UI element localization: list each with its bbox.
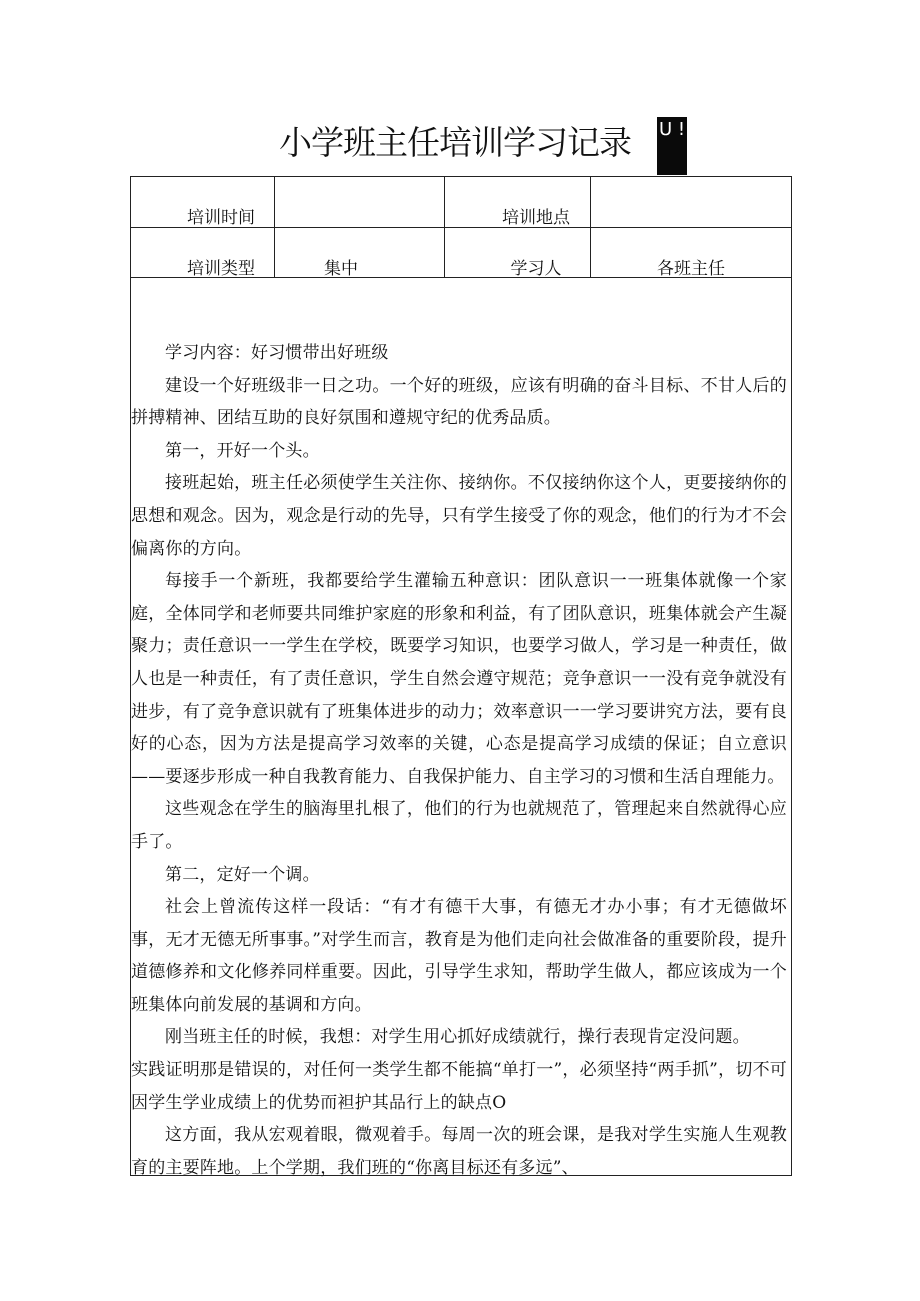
stamp-mark: U ! — [657, 117, 687, 175]
paragraph: 第二，定好一个调。 — [165, 864, 320, 885]
paragraph: 接班起始，班主任必须使学生关注你、接纳你。不仅接纳你这个人，更要接纳你的思想和观念。因为，观念是行动的先导，只有学生接受了你的观念，他们的行为才不会偏离你的方向。 — [131, 473, 787, 559]
label-training-place: 培训地点 — [502, 208, 570, 228]
col-divider-1 — [274, 177, 275, 277]
value-learner: 各班主任 — [657, 259, 725, 279]
content-body — [131, 337, 787, 1184]
title-text: 小学班主任培训学习记录 — [279, 123, 631, 162]
record-table — [130, 176, 792, 1176]
document-title — [0, 118, 920, 168]
label-learner: 学习人 — [510, 259, 562, 279]
label-training-time: 培训时间 — [187, 208, 255, 228]
label-training-type: 培训类型 — [187, 259, 255, 279]
paragraph: 社会上曾流传这样一段话：“有才有德干大事，有德无才办小事；有才无德做坏事，无才无德无所事事。”对学生而言，教育是为他们走向社会做准备的重要阶段，提升道德修养和文化修养同样重要。因此，引导学生求知，帮助学生做人，都应该成为一个班集体向前发展的基调和方向。 — [131, 897, 787, 1015]
col-divider-2 — [444, 177, 445, 277]
paragraph: 刚当班主任的时候，我想：对学生用心抓好成绩就行，操行表现肯定没问题。 — [165, 1027, 750, 1048]
paragraph: 这些观念在学生的脑海里扎根了，他们的行为也就规范了，管理起来自然就得心应手了。 — [131, 799, 787, 852]
paragraph: 实践证明那是错误的，对任何一类学生都不能搞“单打一”，必须坚持“两手抓”，切不可因学生学业成绩上的优势而袒护其品行上的缺点O — [131, 1060, 787, 1113]
paragraph: 这方面，我从宏观着眼，微观着手。每周一次的班会课，是我对学生实施人生观教育的主要阵地。上个学期，我们班的“你离目标还有多远”、 — [131, 1125, 787, 1178]
paragraph: 第一，开好一个头。 — [165, 440, 320, 461]
paragraph: 建设一个好班级非一日之功。一个好的班级，应该有明确的奋斗目标、不甘人后的拼搏精神、团结互助的良好氛围和遵规守纪的优秀品质。 — [131, 375, 787, 429]
value-training-type: 集中 — [324, 259, 358, 279]
paragraph: 每接手一个新班，我都要给学生灌输五种意识：团队意识一一班集体就像一个家庭，全体同学和老师要共同维护家庭的形象和利益，有了团队意识，班集体就会产生凝聚力；责任意识一一学生在学校，既要学习知识，也要学习做人，学习是一种责任，做人也是一种责任，有了责任意识，学生自然会遵守规范；竞争意识一一没有竞争就没有进步，有了竞争意识就有了班集体进步的动力；效率意识一一学习要讲究方法，要有良好的心态，因为方法是提高学习效率的关键，心态是提高学习成绩的保证；自立意识——要逐步形成一种自我教育能力、自我保护能力、自主学习的习惯和生活自理能力。 — [131, 571, 787, 787]
content-heading: 学习内容：好习惯带出好班级 — [165, 343, 389, 363]
